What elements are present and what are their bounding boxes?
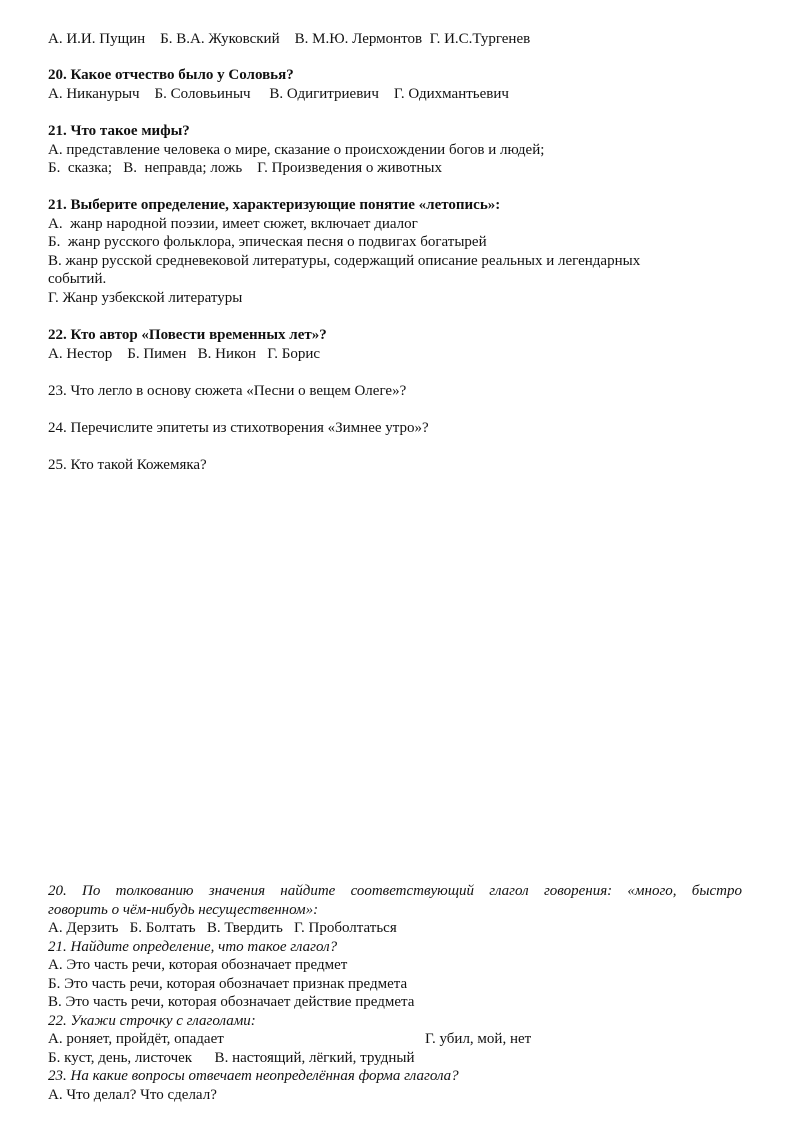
q24-epithets-question: 24. Перечислите эпитеты из стихотворения «Зимнее утро»?: [48, 420, 429, 436]
b-q22-option-g: Г. убил, мой, нет: [425, 1031, 532, 1047]
q21-chronicle-option-b: Б. жанр русского фольклора, эпическая песня о подвигах богатырей: [48, 234, 487, 250]
b-q23-title: 23. На какие вопросы отвечает неопределённая форма глагола?: [48, 1068, 459, 1084]
q25-kozhemyaka-question: 25. Кто такой Кожемяка?: [48, 457, 207, 473]
q22-author-title: 22. Кто автор «Повести временных лет»?: [48, 327, 327, 343]
q21-chronicle-option-v: В. жанр русской средневековой литературы, содержащий описание реальных и легендарных: [48, 253, 641, 269]
q21-chronicle-option-v-cont: событий.: [48, 271, 107, 287]
b-q21-title: 21. Найдите определение, что такое глагол?: [48, 939, 338, 955]
q21-chronicle-option-g: Г. Жанр узбекской литературы: [48, 290, 243, 306]
b-q22-options-bv: Б. куст, день, листочек В. настоящий, лёгкий, трудный: [48, 1050, 415, 1066]
b-q20-title-line1: 20. По толкованию значения найдите соответствующий глагол говорения: «много, быстро: [48, 883, 742, 899]
b-q20-title-line2: говорить о чём-нибудь несущественном»:: [48, 902, 319, 918]
q19-options: А. И.И. Пущин Б. В.А. Жуковский В. М.Ю. Лермонтов Г. И.С.Тургенев: [48, 31, 531, 47]
q20-soloviy-options: А. Никанурыч Б. Соловьиныч В. Одигитриевич Г. Одихмантьевич: [48, 86, 509, 102]
b-q22-option-a: А. роняет, пройдёт, опадает: [48, 1031, 224, 1047]
b-q21-option-v: В. Это часть речи, которая обозначает действие предмета: [48, 994, 415, 1010]
q21-chronicle-title: 21. Выберите определение, характеризующие понятие «летопись»:: [48, 197, 501, 213]
b-q21-option-b: Б. Это часть речи, которая обозначает признак предмета: [48, 976, 408, 992]
q21-myths-option-a: А. представление человека о мире, сказание о происхождении богов и людей;: [48, 142, 545, 158]
b-q23-option-a: А. Что делал? Что сделал?: [48, 1087, 217, 1103]
b-q20-options: А. Дерзить Б. Болтать В. Твердить Г. Проболтаться: [48, 920, 397, 936]
q21-chronicle-option-a: А. жанр народной поэзии, имеет сюжет, включает диалог: [48, 216, 418, 232]
q21-myths-title: 21. Что такое мифы?: [48, 123, 190, 139]
q21-myths-options-bvg: Б. сказка; В. неправда; ложь Г. Произведения о животных: [48, 160, 442, 176]
b-q22-title: 22. Укажи строчку с глаголами:: [48, 1013, 256, 1029]
q22-author-options: А. Нестор Б. Пимен В. Никон Г. Борис: [48, 346, 321, 362]
q23-oleg-question: 23. Что легло в основу сюжета «Песни о вещем Олеге»?: [48, 383, 407, 399]
b-q21-option-a: А. Это часть речи, которая обозначает предмет: [48, 957, 348, 973]
q20-soloviy-title: 20. Какое отчество было у Соловья?: [48, 67, 294, 83]
